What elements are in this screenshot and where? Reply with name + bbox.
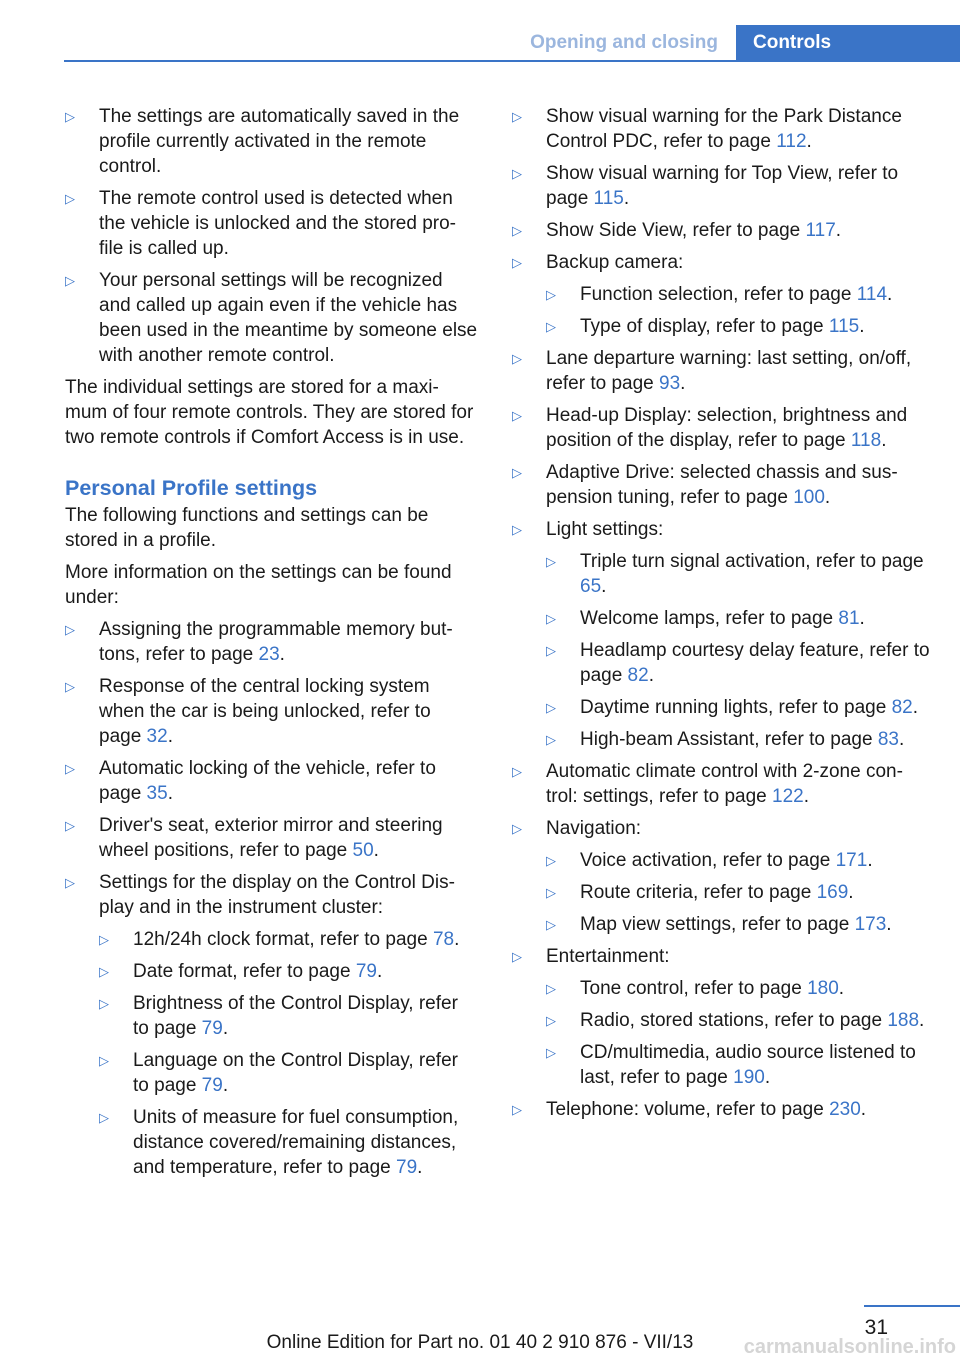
list-item: ▷ Tone control, refer to page 180. — [546, 978, 845, 999]
memory-notes-list — [65, 104, 478, 368]
bullet-triangle-icon: ▷ — [65, 273, 75, 288]
list-item: ▷ The remote control used is detected when the vehicle is unlocked and the stored pro‐file is called up. — [65, 188, 456, 259]
bullet-triangle-icon: ▷ — [546, 287, 556, 302]
page-link[interactable]: 79 — [355, 961, 377, 982]
list-item: ▷ Head-up Display: selection, brightness and position of the display, refer to page 118. — [512, 405, 908, 451]
bullet-triangle-icon: ▷ — [546, 853, 556, 868]
bullet-triangle-icon: ▷ — [65, 109, 75, 124]
bullet-triangle-icon: ▷ — [512, 821, 522, 836]
bullet-triangle-icon: ▷ — [546, 554, 556, 569]
light-settings-sublist — [546, 549, 930, 752]
list-item: ▷ Voice activation, refer to page 171. — [546, 850, 873, 871]
left-column — [65, 104, 478, 1187]
page-link[interactable]: 112 — [776, 131, 807, 152]
list-item: ▷ Welcome lamps, refer to page 81. — [546, 608, 865, 629]
bullet-triangle-icon: ▷ — [65, 191, 75, 206]
header-rule — [64, 60, 960, 62]
bullet-triangle-icon: ▷ — [65, 622, 75, 637]
more-info-paragraph: More information on the settings can be found under: — [65, 562, 452, 608]
section-tab-opening-closing[interactable]: Opening and closing — [514, 25, 734, 61]
bullet-triangle-icon: ▷ — [99, 1110, 109, 1125]
bullet-triangle-icon: ▷ — [546, 885, 556, 900]
page-link[interactable]: 171 — [835, 850, 868, 871]
list-item: ▷ Date format, refer to page 79. — [99, 961, 383, 982]
page-link[interactable]: 35 — [146, 783, 168, 804]
bullet-triangle-icon: ▷ — [512, 522, 522, 537]
profile-settings-list — [65, 617, 478, 1180]
right-column — [512, 104, 930, 1129]
page-number: 31 — [864, 1316, 888, 1339]
page-link[interactable]: 93 — [659, 373, 681, 394]
bullet-triangle-icon: ▷ — [512, 223, 522, 238]
list-item: ▷ Entertainment: ▷ Tone control, refer to page 180. ▷ Radio, stored stations, refer to page 188. ▷ CD/multimedia, audio source listened to last, refer to page 190. — [512, 944, 930, 1090]
list-item: ▷ Settings for the display on the Control Dis‐play and in the instrument cluster: ▷ 12h/24h clock format, refer to page 78. ▷ Date format, refer to page 79. ▷ Brightness of the Control Display, refer to page 79. ▷ Language on the Control Display, refer to page 79. ▷ Units of measure for fuel consumption, distance covered/remaining distances, and temperature, refer to page 79. — [65, 870, 478, 1180]
list-item: ▷ Show visual warning for the Park Distance Control PDC, refer to page 112. — [512, 106, 902, 152]
page-link[interactable]: 50 — [352, 840, 374, 861]
bullet-triangle-icon: ▷ — [99, 1053, 109, 1068]
bullet-triangle-icon: ▷ — [546, 732, 556, 747]
list-item: ▷ Your personal settings will be recognized and called up again even if the vehicle has been used in the meantime by someone else with another remote control. — [65, 270, 478, 366]
list-item: ▷ Route criteria, refer to page 169. — [546, 882, 854, 903]
bullet-triangle-icon: ▷ — [512, 1102, 522, 1117]
list-item: ▷ Navigation: ▷ Voice activation, refer to page 171. ▷ Route criteria, refer to page 169. ▷ Map view settings, refer to page 173. — [512, 816, 930, 937]
page-link[interactable]: 65 — [580, 576, 602, 597]
page-header — [0, 0, 960, 62]
list-item: ▷ Automatic locking of the vehicle, refer to page 35. — [65, 758, 436, 804]
bullet-triangle-icon: ▷ — [65, 761, 75, 776]
page-link[interactable]: 82 — [627, 665, 649, 686]
list-item: ▷ Triple turn signal activation, refer to page 65. — [546, 551, 924, 597]
page-link[interactable]: 79 — [201, 1075, 223, 1096]
display-settings-sublist — [99, 927, 478, 1180]
bullet-triangle-icon: ▷ — [512, 764, 522, 779]
list-item: ▷ Response of the central locking system when the car is being unlocked, refer to page 32. — [65, 676, 431, 747]
bullet-triangle-icon: ▷ — [65, 875, 75, 890]
bullet-triangle-icon: ▷ — [99, 996, 109, 1011]
list-item: ▷ Type of display, refer to page 115. — [546, 316, 865, 337]
list-item: ▷ Telephone: volume, refer to page 230. — [512, 1099, 867, 1120]
bullet-triangle-icon: ▷ — [65, 818, 75, 833]
section-heading: Personal Profile settings — [65, 476, 318, 500]
bullet-triangle-icon: ▷ — [546, 643, 556, 658]
storage-paragraph: The individual settings are stored for a maxi‐mum of four remote controls. They are stored for two remote controls if Comfort Access is in use. — [65, 377, 474, 448]
bullet-triangle-icon: ▷ — [546, 917, 556, 932]
edition-footer: Online Edition for Part no. 01 40 2 910 876 - VII/13 — [266, 1332, 694, 1353]
list-item: ▷ Language on the Control Display, refer to page 79. — [99, 1050, 458, 1096]
list-item: ▷ Backup camera: ▷ Function selection, refer to page 114. ▷ Type of display, refer to page 115. — [512, 250, 930, 339]
bullet-triangle-icon: ▷ — [512, 408, 522, 423]
bullet-triangle-icon: ▷ — [546, 319, 556, 334]
page-link[interactable]: 188 — [887, 1010, 920, 1031]
bullet-triangle-icon: ▷ — [512, 465, 522, 480]
list-item: ▷ CD/multimedia, audio source listened to last, refer to page 190. — [546, 1042, 916, 1088]
page-link[interactable]: 79 — [396, 1157, 418, 1178]
page-link[interactable]: 115 — [828, 316, 860, 337]
bullet-triangle-icon: ▷ — [512, 255, 522, 270]
list-item: ▷ 12h/24h clock format, refer to page 78. — [99, 929, 460, 950]
list-item: ▷ Function selection, refer to page 114. — [546, 284, 893, 305]
bullet-triangle-icon: ▷ — [546, 981, 556, 996]
watermark: carmanualsonline.info — [743, 1336, 956, 1358]
list-item: ▷ Driver's seat, exterior mirror and steering wheel positions, refer to page 50. — [65, 815, 443, 861]
entertainment-sublist — [546, 976, 930, 1090]
page-link[interactable]: 82 — [891, 697, 913, 718]
list-item: ▷ Headlamp courtesy delay feature, refer to page 82. — [546, 640, 930, 686]
list-item: ▷ Brightness of the Control Display, refer to page 79. — [99, 993, 458, 1039]
bullet-triangle-icon: ▷ — [546, 700, 556, 715]
page-link[interactable]: 100 — [793, 487, 825, 508]
list-item: ▷ Show visual warning for Top View, refer to page 115. — [512, 163, 899, 209]
list-item: ▷ The settings are automatically saved in the profile currently activated in the remote control. — [65, 106, 460, 177]
page-link[interactable]: 169 — [816, 882, 849, 903]
bullet-triangle-icon: ▷ — [99, 964, 109, 979]
list-item: ▷ Light settings: ▷ Triple turn signal activation, refer to page 65. ▷ Welcome lamps, refer to page 81. ▷ Headlamp courtesy delay feature, refer to page 82. ▷ Daytime running lights, refer to page 82. ▷ High-beam Assistant, refer to page 83. — [512, 519, 930, 750]
bullet-triangle-icon: ▷ — [512, 949, 522, 964]
list-item: ▷ Daytime running lights, refer to page 82. — [546, 697, 918, 718]
list-item: ▷ Radio, stored stations, refer to page 188. — [546, 1010, 925, 1031]
list-item: ▷ Automatic climate control with 2-zone con‐trol: settings, refer to page 122. — [512, 761, 903, 807]
page-link[interactable]: 180 — [807, 978, 839, 999]
backup-camera-sublist — [546, 282, 930, 339]
navigation-sublist — [546, 848, 930, 937]
page-link[interactable]: 23 — [258, 644, 280, 665]
footer-rule — [864, 1305, 960, 1307]
page-link[interactable]: 115 — [593, 188, 624, 209]
page-link[interactable]: 117 — [805, 220, 836, 241]
bullet-triangle-icon: ▷ — [546, 611, 556, 626]
bullet-triangle-icon: ▷ — [512, 109, 522, 124]
page-link[interactable]: 78 — [432, 929, 455, 950]
list-item: ▷ Adaptive Drive: selected chassis and sus‐pension tuning, refer to page 100. — [512, 462, 898, 508]
page-link[interactable]: 81 — [838, 608, 860, 629]
page-link[interactable]: 230 — [829, 1099, 861, 1120]
bullet-triangle-icon: ▷ — [512, 166, 522, 181]
page-link[interactable]: 118 — [850, 430, 882, 451]
list-item: ▷ Lane departure warning: last setting, on/off, refer to page 93. — [512, 348, 912, 394]
list-item: ▷ Show Side View, refer to page 117. — [512, 220, 842, 241]
bullet-triangle-icon: ▷ — [546, 1013, 556, 1028]
page-link[interactable]: 32 — [146, 726, 168, 747]
page-link[interactable]: 83 — [877, 729, 899, 750]
page-link[interactable]: 122 — [772, 786, 804, 807]
page-link[interactable]: 190 — [733, 1067, 765, 1088]
list-item: ▷ High-beam Assistant, refer to page 83. — [546, 729, 905, 750]
bullet-triangle-icon: ▷ — [65, 679, 75, 694]
bullet-triangle-icon: ▷ — [546, 1045, 556, 1060]
list-item: ▷ Units of measure for fuel consumption, distance covered/remaining distances, and temperature, refer to page 79. — [99, 1107, 459, 1178]
page-link[interactable]: 114 — [856, 284, 888, 305]
list-item: ▷ Assigning the programmable memory but‐tons, refer to page 23. — [65, 619, 453, 665]
bullet-triangle-icon: ▷ — [99, 932, 109, 947]
chapter-tab-controls[interactable]: Controls — [736, 25, 960, 62]
page-link[interactable]: 79 — [201, 1018, 223, 1039]
page-link[interactable]: 173 — [854, 914, 887, 935]
bullet-triangle-icon: ▷ — [512, 351, 522, 366]
intro-paragraph: The following functions and settings can be stored in a profile. — [65, 505, 429, 551]
profile-settings-list-continued — [512, 104, 930, 1122]
list-item: ▷ Map view settings, refer to page 173. — [546, 914, 892, 935]
